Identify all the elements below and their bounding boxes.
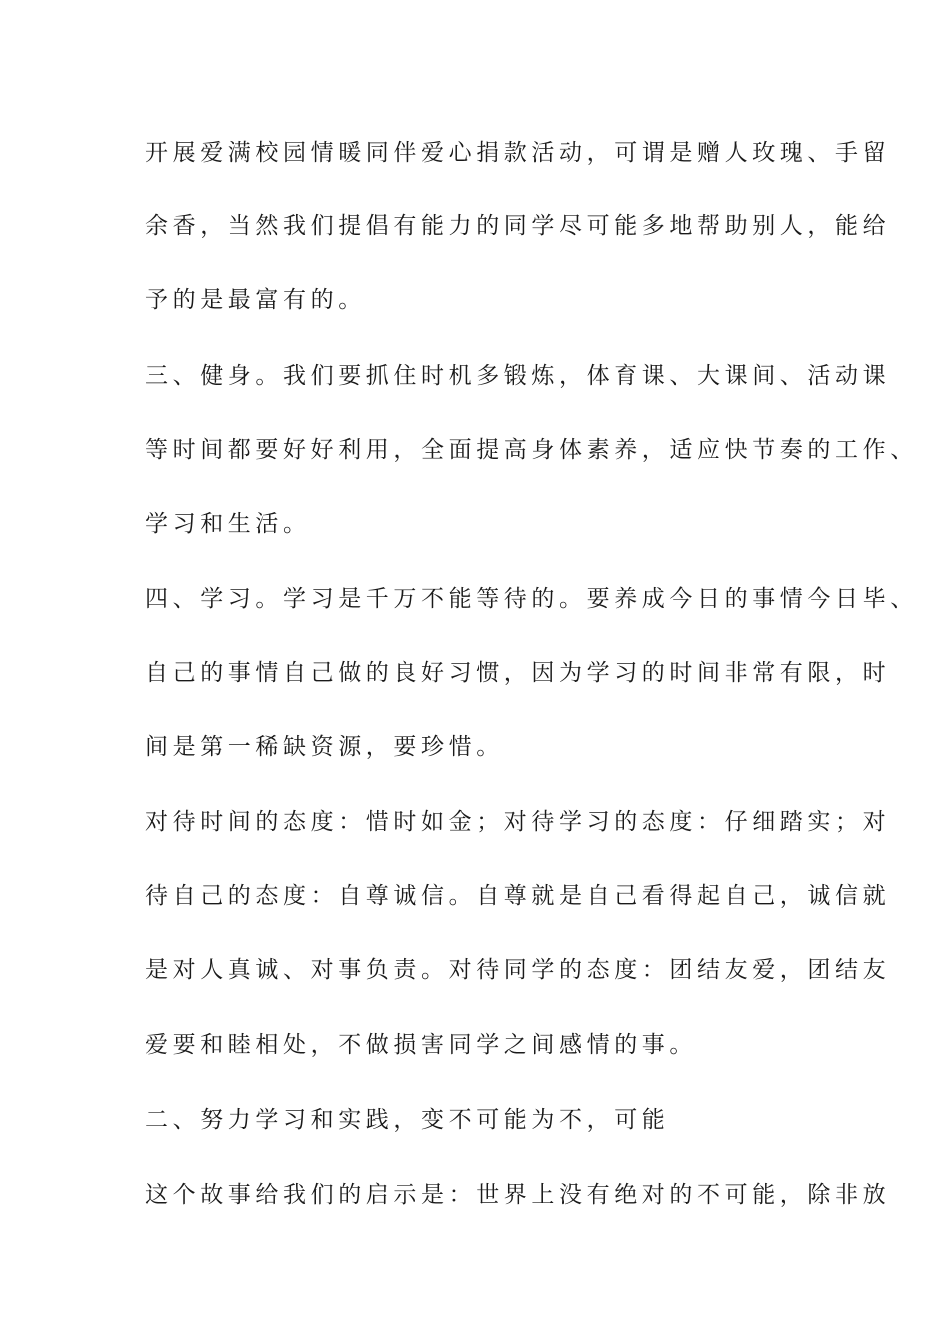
body-text-line: 间是第一稀缺资源，要珍惜。	[145, 734, 504, 760]
body-text-line: 予的是最富有的。	[145, 287, 366, 313]
body-text-line: 余香，当然我们提倡有能力的同学尽可能多地帮助别人，能给	[145, 213, 891, 239]
section-fitness-line: 三、健身。我们要抓住时机多锻炼，体育课、大课间、活动课	[145, 363, 891, 389]
body-text-line: 是对人真诚、对事负责。对待同学的态度：团结友爱，团结友	[145, 957, 891, 983]
body-text-line: 等时间都要好好利用，全面提高身体素养，适应快节奏的工作、	[145, 437, 918, 463]
body-text-line: 学习和生活。	[145, 511, 311, 537]
body-text-line: 爱要和睦相处，不做损害同学之间感情的事。	[145, 1032, 697, 1058]
body-text-line: 这个故事给我们的启示是：世界上没有绝对的不可能，除非放	[145, 1182, 891, 1208]
section-study-line: 四、学习。学习是千万不能等待的。要养成今日的事情今日毕、	[145, 586, 918, 612]
section-heading-line: 二、努力学习和实践，变不可能为不，可能	[145, 1107, 670, 1133]
body-text-line: 开展爱满校园情暖同伴爱心捐款活动，可谓是赠人玫瑰、手留	[145, 140, 891, 166]
body-text-line: 自己的事情自己做的良好习惯，因为学习的时间非常有限，时	[145, 660, 891, 686]
body-text-line: 待自己的态度：自尊诚信。自尊就是自己看得起自己，诚信就	[145, 883, 891, 909]
attitude-paragraph-line: 对待时间的态度：惜时如金；对待学习的态度：仔细踏实；对	[145, 809, 891, 835]
